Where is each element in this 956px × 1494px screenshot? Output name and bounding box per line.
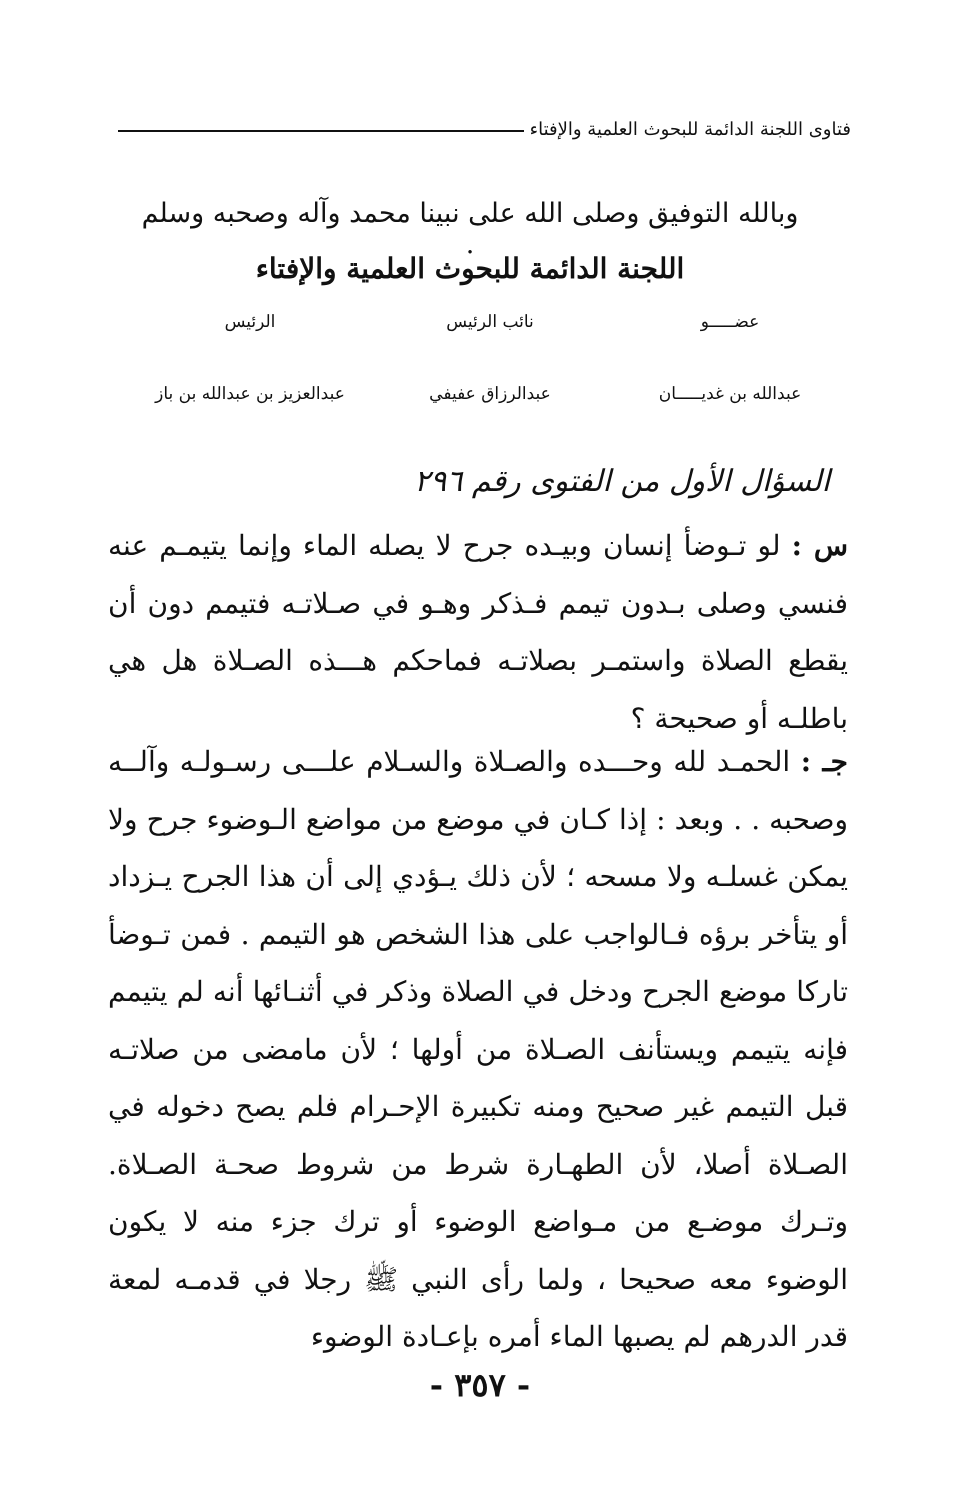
committee-name: اللجنة الدائمة للبحوث العلمية والإفتاء [255, 252, 685, 285]
signatory-role-vice-president: نائب الرئيس [446, 312, 534, 332]
signatory-name-president: عبدالعزيز بن عبدالله بن باز [155, 384, 345, 404]
fatwa-heading: السؤال الأول من الفتوى رقم ٢٩٦ [413, 464, 830, 499]
signatory-role-member: عضـــــو [700, 312, 760, 332]
signatory-name-vice-president: عبدالرزاق عفيفي [429, 384, 551, 404]
answer-paragraph [108, 733, 848, 1366]
running-header [118, 112, 851, 146]
signatory-name-member: عبدالله بن غديـــــان [658, 384, 802, 404]
question-text: لو تـوضأ إنسان وبيـده جرح لا يصله الماء وإنما يتيمـم عنه فنسي وصلى بـدون تيمم فـذكر وهـو في صـلاتـه فتيمم دون أن يقطع الصلاة واستمـر بصلاتـه فماحكم هـــذه الصـلاة هل هي باطلـه أو صحيحة ؟ [108, 529, 848, 735]
answer-text: الحمـد لله وحـــده والصـلاة والسـلام علـــى رسـولـه وآلــه وصحبه . . وبعد : إذا كـان في موضع من مواضع الـوضوء جرح ولا يمكن غسلـه ولا مسحه ؛ لأن ذلك يـؤدي إلى أن هذا الجرح يـزداد أو يتأخر برؤه فـالواجب على هذا الشخص هو التيمم . فمن تـوضأ تاركا موضع الجرح ودخل في الصلاة وذكر في أثنـائها أنه لم يتيمم فإنه يتيمم ويستأنف الصـلاة من أولها ؛ لأن مامضى من صلاتـه قبل التيمم غير صحيح ومنه تكبيرة الإحـرام فلم يصح دخوله في الصـلاة أصلا، لأن الطهـارة شرط من شروط صحـة الصـلاة. وتـرك موضـع من مـواضع الوضوء أو ترك جزء منه لا يكون الوضوء معه صحيحا ، ولما رأى النبي ﷺ رجلا في قدمـه لمعة قدر الدرهم لم يصبها الماء أمره بإعـادة الوضوء [108, 745, 848, 1353]
header-rule [118, 130, 524, 132]
signatory-role-president: الرئيس [224, 312, 276, 332]
header-title: فتاوى اللجنة الدائمة للبحوث العلمية والإفتاء [529, 118, 851, 140]
closing-line: وبالله التوفيق وصلى الله على نبينا محمد وآله وصحبه وسلم . [141, 198, 799, 260]
answer-lead: جـ : [800, 745, 848, 778]
signatory-titles [130, 312, 850, 332]
question-paragraph [108, 517, 848, 747]
signatory-names [130, 384, 850, 404]
question-lead: س : [791, 529, 849, 562]
page-number: - ٣٥٧ - [429, 1366, 531, 1404]
